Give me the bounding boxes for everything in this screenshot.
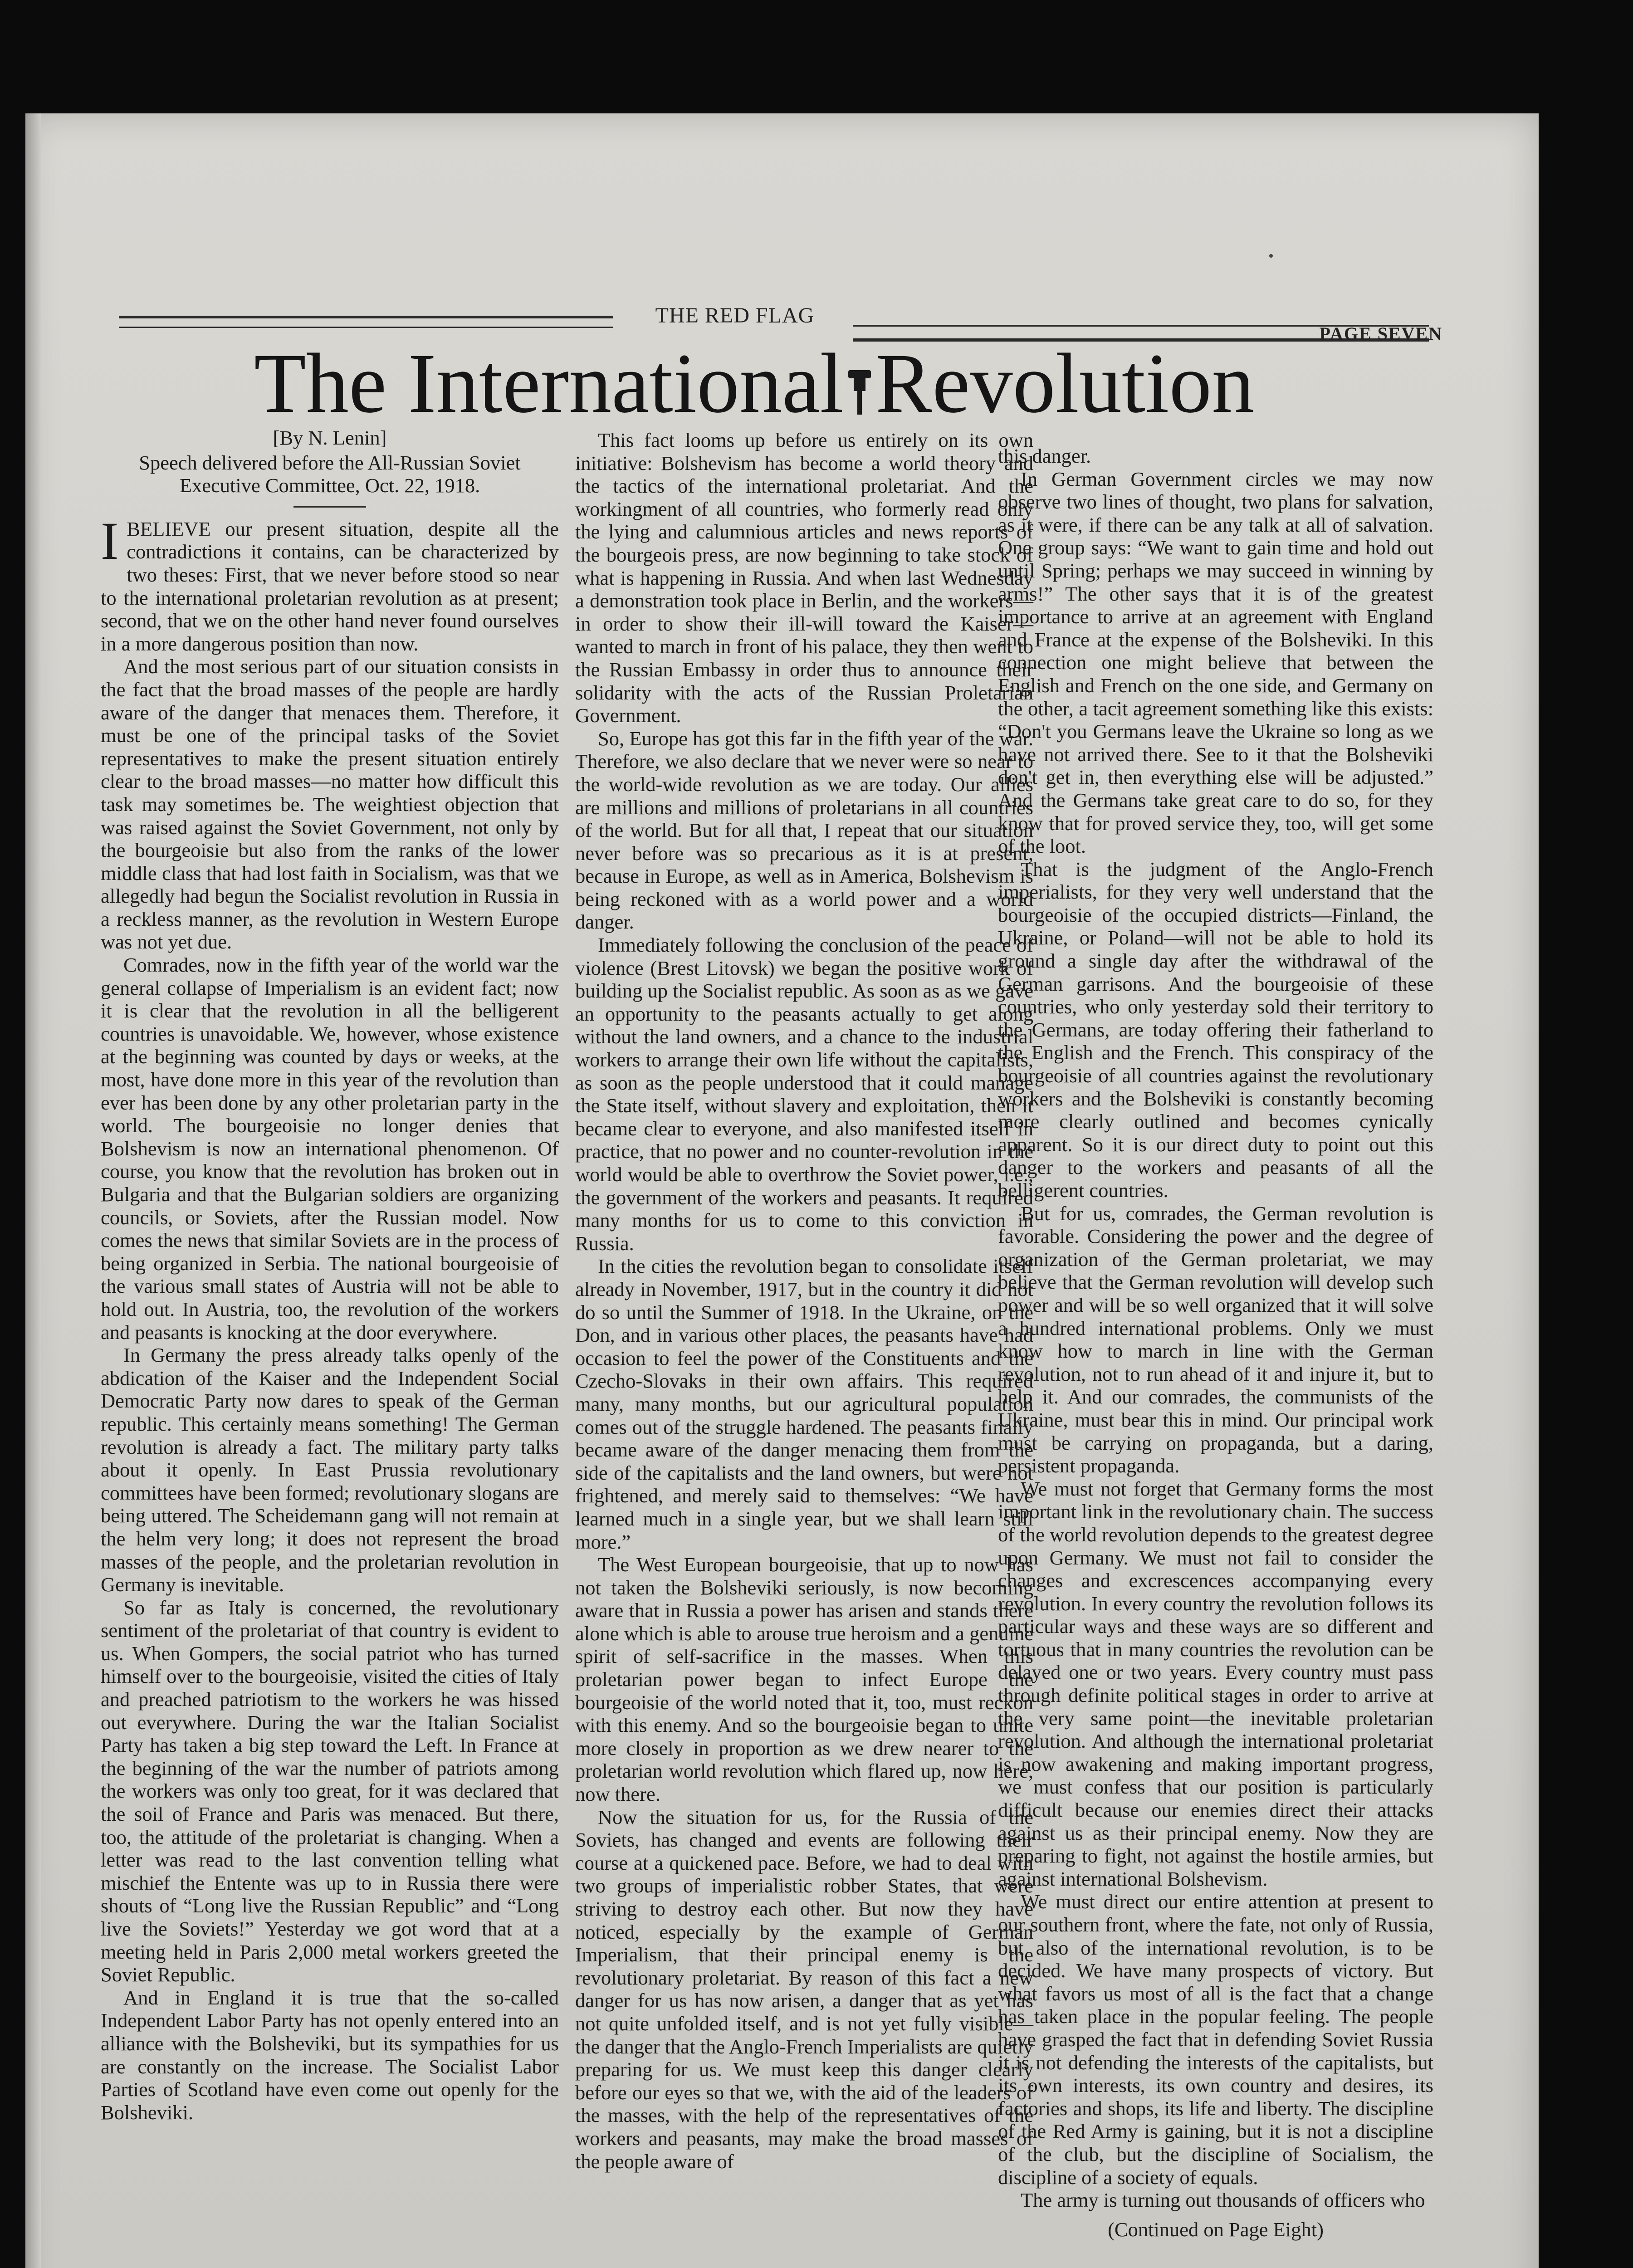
lead-paragraph: IBELIEVE our present situation, despite all the contradictions it contains, can be characterized by two theses: First, that we never before stood so near to the international proletarian revolution as at present; second, that we on the other hand never found ourselves in a more dangerous position than now. [101,511,559,655]
paragraph: But for us, comrades, the German revolution is favorable. Considering the power and the degree of organization of the German proletariat, we may believe that the German revolution will develop such power and will be so well organized that it will solve a hundred international problems. Only we must know how to march in line with the German revolution, not to run ahead of it and injure it, but to help it. And our comrades, the communists of the Ukraine, must bear this in mind. Our principal work must be carrying on propaganda, but a daring, persistent propaganda. [998,1202,1433,1477]
header-rule-left [119,316,613,328]
text-column-1 [101,426,559,2124]
paragraph: Immediately following the conclusion of the peace of violence (Brest Litovsk) we began the positive work of building up the Socialist republic. As soon as as we gave an opportunity to the peasants actually to get along without the land owners, and a chance to the industrial workers to arrange their own life without the capitalists, as soon as the people understood that it could manage the State itself, without slavery and exploitation, then it became clear to everyone, and also manifested itself in practice, that no power and no counter-revolution in the world would be able to overthrow the Soviet power, i.e., the government of the workers and peasants. It required many months for us to come to this conviction in Russia. [575,934,1033,1255]
article-headline [254,331,1388,435]
paragraph: That is the judgment of the Anglo-French imperialists, for they very well understand that the bourgeoisie of the occupied districts—Finland, the Ukraine, or Poland—will not be able to hold its ground a single day after the withdrawal of the German garrisons. And the bourgeoisie of these countries, who only yesterday sold their territory to the Germans, are today offering their fatherland to the English and the French. This conspiracy of the bourgeoisie of all countries against the revolutionary workers and the Bolsheviki is constantly becoming more clearly outlined and becomes cynically apparent. So it is our direct duty to point out this danger to the workers and peasants of all the belligerent countries. [998,857,1433,1202]
paragraph: Comrades, now in the fifth year of the world war the general collapse of Imperialism is an evident fact; now it is clear that the revolution in all the belligerent countries is unavoidable. We, however, whose existence at the beginning was counted by days or weeks, at the most, have done more in this year of the revolution than ever has been done by any other proletarian party in the world. The bourgeoisie no longer denies that Bolshevism is now an international phenomenon. Of course, you know that the revolution has broken out in Bulgaria and that the Bulgarian soldiers are organizing councils, or Soviets, after the Russian model. Now comes the news that similar Soviets are in the process of being organized in Serbia. The national bourgeoisie of the various small states of Austria will not be able to hold out. In Austria, too, the revolution of the workers and peasants is knocking at the door everywhere. [101,953,559,1344]
paragraph: So far as Italy is concerned, the revolutionary sentiment of the proletariat of that country is evident to us. When Gompers, the social patriot who has turned himself over to the bourgeoisie, visited the cities of Italy and preached patriotism to the workers he was hissed out everywhere. During the war the Italian Socialist Party has taken a big step toward the Left. In France at the beginning of the war the number of patriots among the workers was only too great, for it was declared that the soil of France and Paris was menaced. But there, too, the attitude of the proletariat is changing. When a letter was read to the last convention telling what mischief the Entente was up to in Russia there were shouts of “Long live the Russian Republic” and “Long live the Soviets!” Yesterday we got word that at a meeting held in Paris 2,000 metal workers greeted the Soviet Republic. [101,1596,559,1986]
paragraph: Now the situation for us, for the Russia of the Soviets, has changed and events are following their course at a quickened pace. Before, we had to deal with two groups of imperialistic robber States, that were striving to destroy each other. But now they have noticed, especially by the example of German Imperialism, that their principal enemy is the revolutionary proletariat. By reason of this fact a new danger for us has now arisen, a danger that as yet has not quite unfolded itself, and is not yet fully visible—the danger that the Anglo-French Imperialists are quietly preparing for us. We must keep this danger clearly before our eyes so that we, with the aid of the leaders of the masses, with the help of the representatives of the workers and peasants, may make the broad masses of the people aware of [575,1805,1033,2173]
text-column-3 [998,445,1433,2241]
byline: [By N. Lenin] [273,426,387,449]
page-number-label: PAGE SEVEN [1319,323,1442,344]
short-divider [293,506,366,508]
continued-notice: (Continued on Page Eight) [1108,2218,1324,2241]
paragraph: In the cities the revolution began to consolidate itself already in November, 1917, but in the country it did not do so until the Summer of 1918. In the Ukraine, on the Don, and in various other places, the peasants have had occasion to feel the power of the Constituents and the Czecho-Slovaks in their own affairs. This required many, many months, but our agricultural population comes out of the struggle hardened. The peasants finally became aware of the danger menacing them from the side of the capitalists and the land owners, but were not frightened, and merely said to themselves: “We have learned much in a single year, but we shall learn still more.” [575,1255,1033,1553]
headline-part-2: Revolution [875,336,1255,430]
paragraph: The army is turning out thousands of officers who [1021,2189,1425,2212]
drop-cap: I [101,511,119,571]
page-gutter-shadow [25,113,41,2268]
paragraph: In German Government circles we may now observe two lines of thought, two plans for salvation, as it were, if there can be any talk at all of salvation. One group says: “We want to gain time and hold out until Spring; perhaps we may succeed in winning by arms!” The other says that it is of the greatest importance to arrive at an agreement with England and France at the expense of the Bolsheviki. In this connection one might believe that between the English and French on the one side, and Germany on the other, a tacit agreement something like this exists: “Don't you Germans leave the Ukraine so long as we have not arrived there. See to it that the Bolsheviki don't get in, then everything else will be adjusted.” And the Germans take great care to do so, for they know that for proved service they, too, will get some of the loot. [998,467,1433,858]
paragraph: The West European bourgeoisie, that up to now has not taken the Bolsheviki seriously, is now becoming aware that in Russia a power has arisen and stands there alone which is able to arouse true heroism and a genuine spirit of self-sacrifice in the masses. When this proletarian power began to infect Europe the bourgeoisie of the world noted that it, too, must reckon with this enemy. And so the bourgeoisie began to unite more closely in proportion as we drew nearer to the proletarian world revolution which flared up, now here, now there. [575,1553,1033,1806]
paragraph: And the most serious part of our situation consists in the fact that the broad masses of the people are hardly aware of the danger that menaces them. Therefore, it must be one of the principal tasks of the Soviet representatives to make the present situation entirely clear to the broad masses—no matter how difficult this task may sometimes be. The weightiest objection that was raised against the Soviet Government, not only by the bourgeoisie but also from the ranks of the lower middle class that had lost faith in Socialism, was that we allegedly had begun the Socialist revolution in Russia in a reckless manner, as the revolution in Western Europe was not yet due. [101,655,559,953]
running-head-title: THE RED FLAG [655,303,815,327]
hammer-emblem-icon [844,336,875,386]
speech-venue: Speech delivered before the All-Russian Soviet Executive Committee, Oct. 22, 1918. [139,451,521,497]
paper-speck [1269,254,1273,258]
paragraph: In Germany the press already talks openly of the abdication of the Kaiser and the Independent Social Democratic Party now dares to speak of the German republic. This certainly means something! The German revolution is already a fact. The military party talks about it openly. In East Prussia revolutionary committees have been formed; revolutionary slogans are being uttered. The Scheidemann gang will not remain at the helm very long; it does not represent the broad masses of the people, and the proletarian revolution in Germany is inevitable. [101,1344,559,1596]
paragraph: And in England it is true that the so-called Independent Labor Party has not openly entered into an alliance with the Bolsheviki, but its sympathies for us are constantly on the increase. The Socialist Labor Parties of Scotland have even come out openly for the Bolsheviki. [101,1986,559,2124]
text-column-2 [575,429,1033,2173]
paragraph: This fact looms up before us entirely on its own initiative: Bolshevism has become a world theory and the tactics of the international proletariat. And the workingment of all countries, who formerly read only the lying and calumnious articles and news reports of the bourgeois press, are now beginning to take stock of what is happening in Russia. And when last Wednesday a demonstration took place in Berlin, and the workers—in order to show their ill-will toward the Kaiser—wanted to march in front of his palace, they then went to the Russian Embassy in order thus to announce their solidarity with the acts of the Russian Proletarian Government. [575,429,1033,727]
paragraph-continuation: this danger. [998,445,1091,467]
paragraph: So, Europe has got this far in the fifth year of the war. Therefore, we also declare that we never were so near to the world-wide revolution as we are today. Our allies are millions and millions of proletarians in all countries of the world. But for all that, I repeat that our situation never before was so precarious as it is at present, because in Europe, as well as in America, Bolshevism is being reckoned with as a world power and a world danger. [575,727,1033,934]
headline-part-1: The International [254,336,844,430]
paragraph: We must not forget that Germany forms the most important link in the revolutionary chain. The success of the world revolution depends to the greatest degree upon Germany. We must not fail to consider the changes and excrescences accompanying every revolution. In every country the revolution follows its particular ways and these ways are so different and tortuous that in many countries the revolution can be delayed one or two years. Every country must pass through definite political stages in order to arrive at the very same point—the inevitable proletarian revolution. And although the international proletariat is now awakening and making important progress, we must confess that our position is particularly difficult because our enemies direct their attacks against us as their principal enemy. Now they are preparing to fight, not against the hostile armies, but against international Bolshevism. [998,1477,1433,1890]
paragraph: We must direct our entire attention at present to our southern front, where the fate, not only of Russia, but also of the international revolution, is to be decided. We have many prospects of victory. But what favors us most of all is the fact that a change has taken place in the popular feeling. The people have grasped the fact that in defending Soviet Russia it is not defending the interests of the capitalists, but its own interests, its own country and desires, its factories and shops, its life and liberty. The discipline of the Red Army is gaining, but it is not a discipline of the club, but the discipline of Socialism, the discipline of a society of equals. [998,1890,1433,2189]
